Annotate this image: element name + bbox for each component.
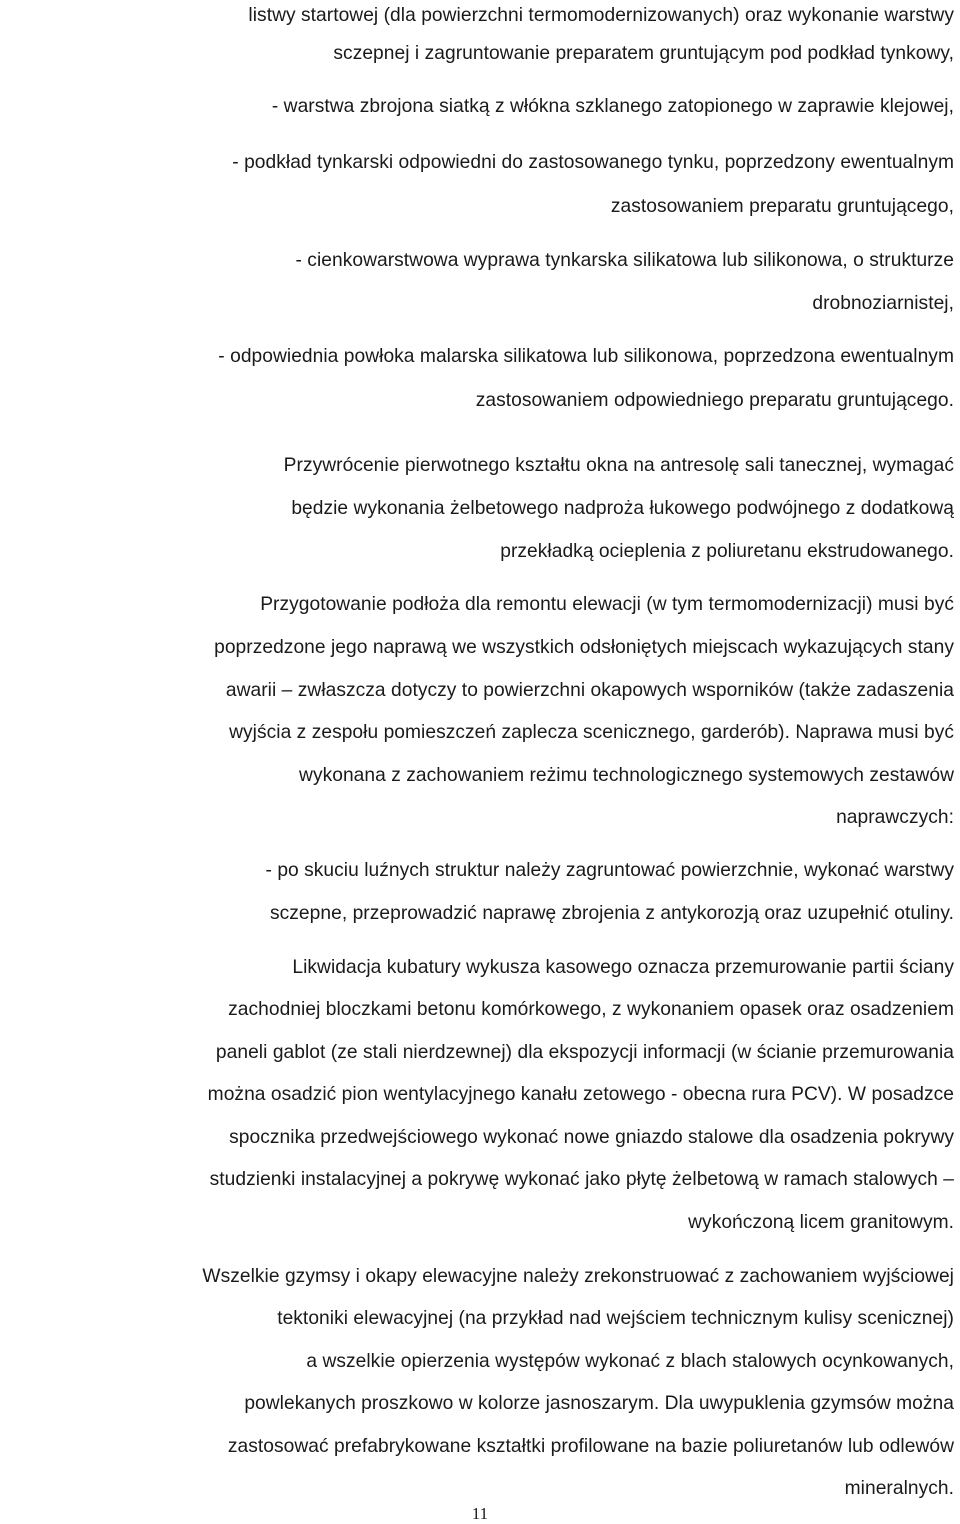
text-line: - warstwa zbrojona siatką z włókna szklanego zatopionego w zaprawie klejowej, — [271, 96, 954, 117]
text-line: wykończoną licem granitowym. — [688, 1212, 954, 1233]
text-line: - cienkowarstwowa wyprawa tynkarska silikatowa lub silikonowa, o strukturze — [295, 250, 954, 271]
text-line: zastosowaniem odpowiedniego preparatu gruntującego. — [475, 390, 954, 411]
text-line: Likwidacja kubatury wykusza kasowego oznacza przemurowanie partii ściany — [292, 957, 954, 978]
text-line: spocznika przedwejściowego wykonać nowe gniazdo stalowe dla osadzenia pokrywy — [229, 1127, 954, 1148]
text-line: - odpowiednia powłoka malarska silikatowa lub silikonowa, poprzedzona ewentualnym — [218, 346, 954, 367]
text-line: zachodniej bloczkami betonu komórkowego, z wykonaniem opasek oraz osadzeniem — [228, 999, 954, 1020]
text-line: przekładką ocieplenia z poliuretanu ekstrudowanego. — [500, 541, 954, 562]
text-line: paneli gablot (ze stali nierdzewnej) dla ekspozycji informacji (w ścianie przemurowania — [215, 1042, 954, 1063]
text-line: sczepnej i zagruntowanie preparatem gruntującym pod podkład tynkowy, — [333, 43, 954, 64]
text-line: mineralnych. — [844, 1478, 954, 1499]
text-line: naprawczych: — [836, 807, 954, 828]
text-line: można osadzić pion wentylacyjnego kanału zetowego - obecna rura PCV). W posadzce — [207, 1084, 954, 1105]
text-line: Wszelkie gzymsy i okapy elewacyjne należy zrekonstruować z zachowaniem wyjściowej — [202, 1266, 954, 1287]
text-line: Przygotowanie podłoża dla remontu elewacji (w tym termomodernizacji) musi być — [260, 594, 954, 615]
text-line: zastosowaniem preparatu gruntującego, — [610, 196, 954, 217]
text-line: listwy startowej (dla powierzchni termomodernizowanych) oraz wykonanie warstwy — [248, 5, 954, 26]
text-line: studzienki instalacyjnej a pokrywę wykonać jako płytę żelbetową w ramach stalowych – — [209, 1169, 954, 1190]
text-line: - po skuciu luźnych struktur należy zagruntować powierzchnie, wykonać warstwy — [265, 860, 954, 881]
text-line: poprzedzone jego naprawą we wszystkich odsłoniętych miejscach wykazujących stany — [214, 637, 954, 658]
page-number: 11 — [471, 1504, 489, 1523]
text-line: powlekanych proszkowo w kolorze jasnoszarym. Dla uwypuklenia gzymsów można — [244, 1393, 954, 1414]
text-line: Przywrócenie pierwotnego kształtu okna na antresolę sali tanecznej, wymagać — [283, 455, 954, 476]
text-line: awarii – zwłaszcza dotyczy to powierzchni okapowych wsporników (także zadaszenia — [225, 680, 954, 701]
text-line: sczepne, przeprowadzić naprawę zbrojenia z antykorozją oraz uzupełnić otuliny. — [270, 903, 954, 924]
text-line: a wszelkie opierzenia występów wykonać z blach stalowych ocynkowanych, — [306, 1351, 954, 1372]
text-line: będzie wykonania żelbetowego nadproża łukowego podwójnego z dodatkową — [291, 498, 954, 519]
text-line: - podkład tynkarski odpowiedni do zastosowanego tynku, poprzedzony ewentualnym — [232, 152, 954, 173]
text-line: wykonana z zachowaniem reżimu technologicznego systemowych zestawów — [299, 765, 954, 786]
text-line: drobnoziarnistej, — [812, 293, 954, 314]
text-line: zastosować prefabrykowane kształtki profilowane na bazie poliuretanów lub odlewów — [227, 1436, 954, 1457]
text-line: tektoniki elewacyjnej (na przykład nad wejściem technicznym kulisy scenicznej) — [277, 1308, 954, 1329]
text-line: wyjścia z zespołu pomieszczeń zaplecza scenicznego, garderób). Naprawa musi być — [229, 722, 954, 743]
